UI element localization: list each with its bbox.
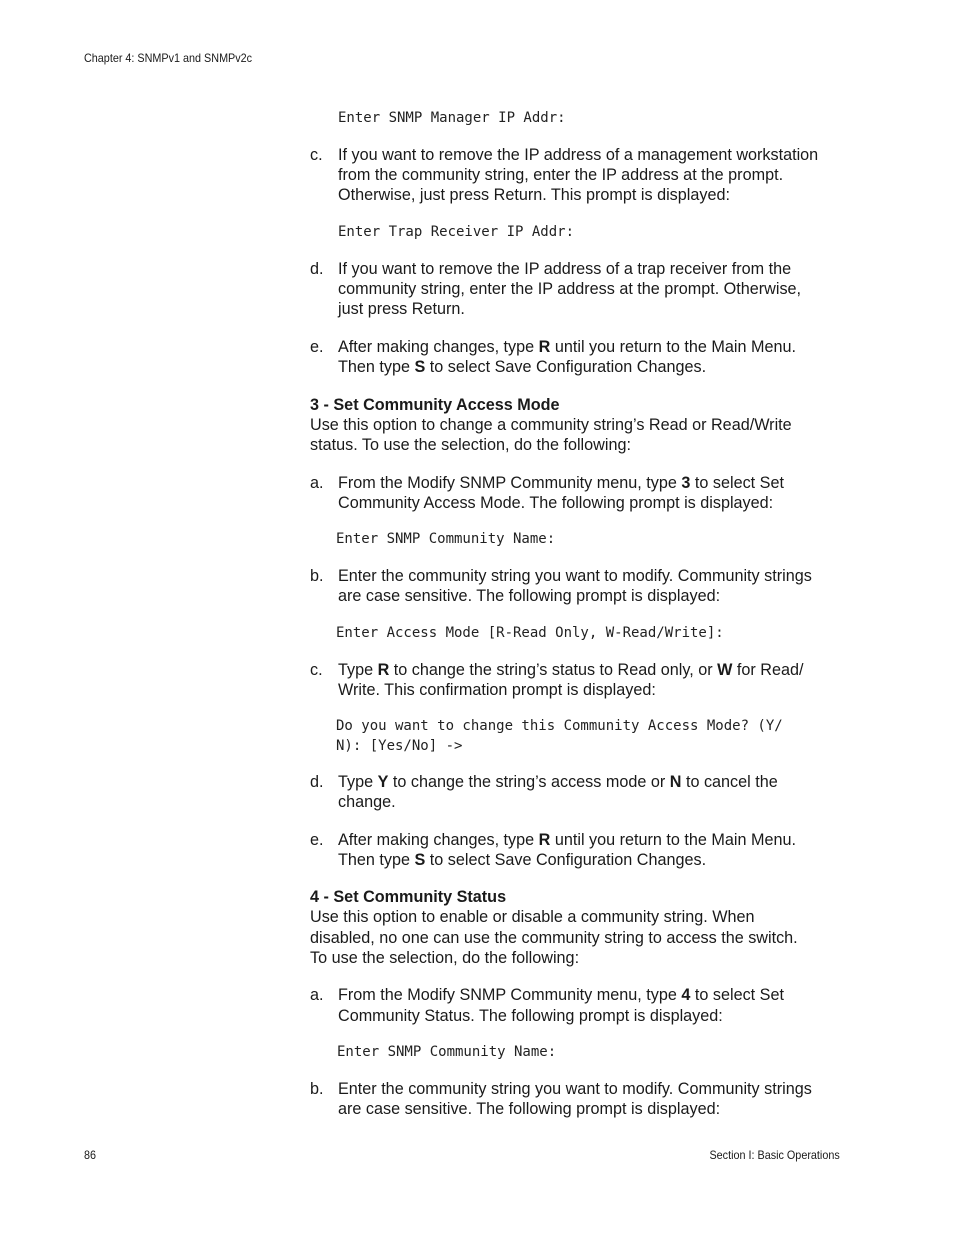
page-number: 86 bbox=[84, 1148, 97, 1162]
code-prompt: Enter SNMP Community Name: bbox=[336, 531, 556, 547]
code-prompt: Do you want to change this Community Access Mode? (Y/ bbox=[336, 718, 783, 734]
list-item-text: Then type S to select Save Configuration Changes. bbox=[338, 851, 707, 869]
list-item-text: Enter the community string you want to modify. Community strings bbox=[338, 567, 812, 585]
list-item-text: change. bbox=[338, 793, 396, 811]
list-item-text: From the Modify SNMP Community menu, type 3 to select Set bbox=[338, 474, 784, 492]
list-marker: c. bbox=[310, 661, 323, 679]
list-item-text: If you want to remove the IP address of a trap receiver from the bbox=[338, 260, 792, 278]
list-item-text: After making changes, type R until you return to the Main Menu. bbox=[338, 338, 797, 356]
list-marker: a. bbox=[310, 986, 324, 1004]
list-item-text: Community Status. The following prompt is displayed: bbox=[338, 1007, 723, 1025]
code-prompt: Enter Access Mode [R-Read Only, W-Read/Write]: bbox=[336, 625, 724, 641]
running-footer: Section I: Basic Operations bbox=[709, 1148, 840, 1162]
list-item-text: Enter the community string you want to modify. Community strings bbox=[338, 1080, 812, 1098]
paragraph-text: disabled, no one can use the community string to access the switch. bbox=[310, 929, 798, 947]
list-marker: e. bbox=[310, 831, 324, 849]
paragraph-text: status. To use the selection, do the following: bbox=[310, 436, 631, 454]
list-marker: c. bbox=[310, 146, 323, 164]
code-prompt: Enter SNMP Manager IP Addr: bbox=[338, 110, 566, 126]
list-marker: e. bbox=[310, 338, 324, 356]
list-item-text: Write. This confirmation prompt is displayed: bbox=[338, 681, 656, 699]
section-heading: 4 - Set Community Status bbox=[310, 888, 507, 906]
list-item-text: Then type S to select Save Configuration Changes. bbox=[338, 358, 707, 376]
list-item-text: Community Access Mode. The following prompt is displayed: bbox=[338, 494, 774, 512]
list-marker: a. bbox=[310, 474, 324, 492]
list-item-text: From the Modify SNMP Community menu, type 4 to select Set bbox=[338, 986, 784, 1004]
paragraph-text: To use the selection, do the following: bbox=[310, 949, 580, 967]
code-prompt: N): [Yes/No] -> bbox=[336, 738, 463, 754]
list-item-text: Type R to change the string’s status to Read only, or W for Read/ bbox=[338, 661, 804, 679]
list-item-text: After making changes, type R until you return to the Main Menu. bbox=[338, 831, 797, 849]
list-item-text: community string, enter the IP address at the prompt. Otherwise, bbox=[338, 280, 802, 298]
list-item-text: Otherwise, just press Return. This prompt is displayed: bbox=[338, 186, 730, 204]
section-heading: 3 - Set Community Access Mode bbox=[310, 396, 560, 414]
running-header: Chapter 4: SNMPv1 and SNMPv2c bbox=[84, 51, 253, 65]
paragraph-text: Use this option to enable or disable a community string. When bbox=[310, 908, 755, 926]
code-prompt: Enter SNMP Community Name: bbox=[337, 1044, 557, 1060]
list-marker: b. bbox=[310, 1080, 324, 1098]
list-marker: d. bbox=[310, 773, 324, 791]
list-item-text: from the community string, enter the IP address at the prompt. bbox=[338, 166, 784, 184]
list-item-text: are case sensitive. The following prompt is displayed: bbox=[338, 587, 721, 605]
paragraph-text: Use this option to change a community string’s Read or Read/Write bbox=[310, 416, 792, 434]
list-item-text: are case sensitive. The following prompt is displayed: bbox=[338, 1100, 721, 1118]
list-marker: d. bbox=[310, 260, 324, 278]
list-item-text: just press Return. bbox=[338, 300, 465, 318]
list-marker: b. bbox=[310, 567, 324, 585]
list-item-text: Type Y to change the string’s access mode or N to cancel the bbox=[338, 773, 778, 791]
code-prompt: Enter Trap Receiver IP Addr: bbox=[338, 224, 575, 240]
list-item-text: If you want to remove the IP address of a management workstation bbox=[338, 146, 819, 164]
